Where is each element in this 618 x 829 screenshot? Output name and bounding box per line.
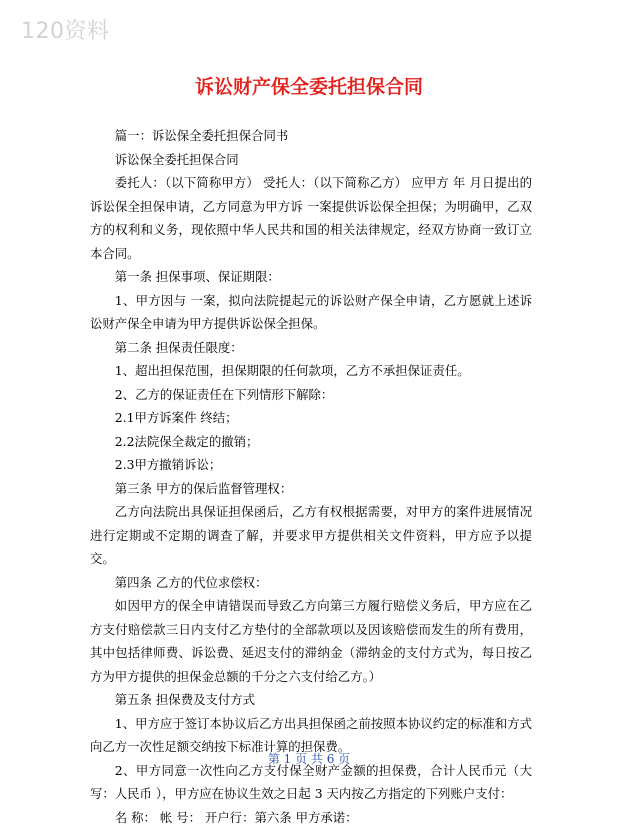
paragraph: 乙方向法院出具保证担保函后，乙方有权根据需要，对甲方的案件进展情况进行定期或不定期的调查了解，并要求甲方提供相关文件资料，甲方应予以提交。 (90, 500, 532, 571)
paragraph: 名 称： 帐 号： 开户行：第六条 甲方承诺： (90, 806, 532, 829)
paragraph: 1、甲方因与 一案，拟向法院提起元的诉讼财产保全申请，乙方愿就上述诉讼财产保全申请为甲方提供诉讼保全担保。 (90, 289, 532, 336)
paragraph: 诉讼保全委托担保合同 (90, 148, 532, 172)
paragraph: 2、甲方同意一次性向乙方支付保全财产金额的担保费，合计人民币元（大写：人民币 ），甲方应在协议生效之日起 3 天内按乙方指定的下列账户支付： (90, 759, 532, 806)
document-title: 诉讼财产保全委托担保合同 (0, 72, 618, 99)
section-heading: 第三条 甲方的保后监督管理权： (90, 477, 532, 501)
section-heading: 第一条 担保事项、保证期限： (90, 265, 532, 289)
section-heading: 第二条 担保责任限度： (90, 336, 532, 360)
page-number: 第 1 页 共 6 页 (0, 750, 618, 767)
paragraph: 如因甲方的保全申请错误而导致乙方向第三方履行赔偿义务后，甲方应在乙方支付赔偿款三日内支付乙方垫付的全部款项以及因该赔偿而发生的所有费用，其中包括律师费、诉讼费、延迟支付的滞纳金（滞纳金的支付方式为，每日按乙方为甲方提供的担保金总额的千分之六支付给乙方。） (90, 594, 532, 688)
paragraph: 篇一：诉讼保全委托担保合同书 (90, 124, 532, 148)
watermark-logo: 120资料 (21, 14, 110, 45)
paragraph: 1、甲方应于签订本协议后乙方出具担保函之前按照本协议约定的标准和方式向乙方一次性足额交纳按下标准计算的担保费。 (90, 712, 532, 759)
document-body (90, 124, 532, 829)
section-heading: 第五条 担保费及支付方式 (90, 688, 532, 712)
paragraph: 2.1甲方诉案件 终结； (90, 406, 532, 430)
paragraph: 2、乙方的保证责任在下列情形下解除： (90, 383, 532, 407)
paragraph: 委托人：（以下简称甲方） 受托人：（以下简称乙方） 应甲方 年 月日提出的诉讼保全担保申请，乙方同意为甲方诉 一案提供诉讼保全担保；为明确甲，乙双方的权利和义务，现依照中华人民共和国的相关法律规定，经双方协商一致订立本合同。 (90, 171, 532, 265)
paragraph: 2.2法院保全裁定的撤销； (90, 430, 532, 454)
paragraph: 1、超出担保范围，担保期限的任何款项，乙方不承担保证责任。 (90, 359, 532, 383)
paragraph: 2.3甲方撤销诉讼； (90, 453, 532, 477)
section-heading: 第四条 乙方的代位求偿权： (90, 571, 532, 595)
